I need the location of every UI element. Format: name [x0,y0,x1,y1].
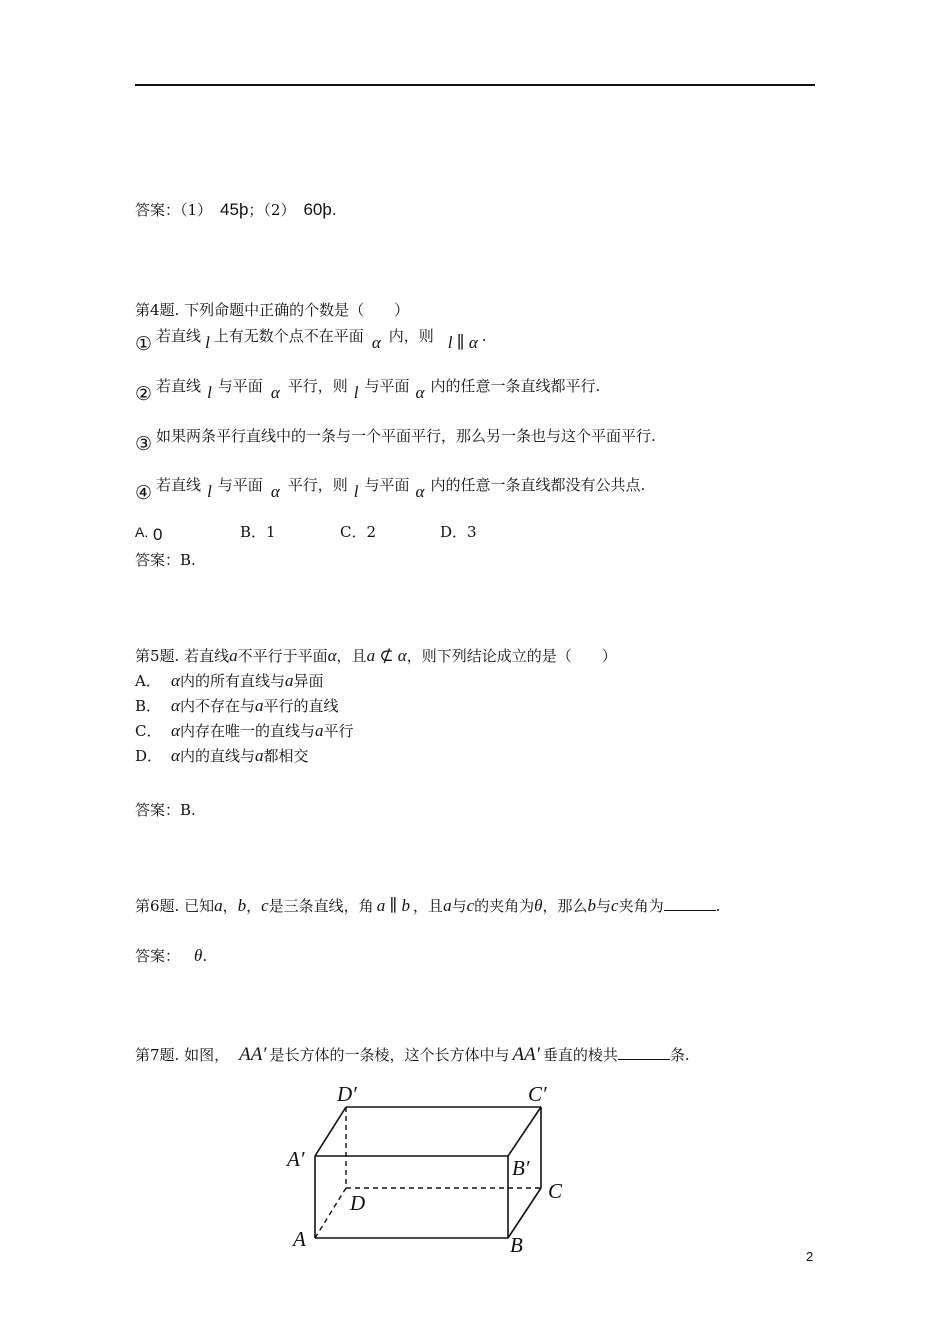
math-alpha: α [415,482,425,501]
text: 第5题. 若直线 [135,647,230,665]
label-b: B [510,1233,523,1257]
text: 与 [451,897,467,915]
text: 平行 [323,722,354,740]
text: 与平面 [217,377,263,395]
option-a-value: 0 [153,525,163,544]
math-alpha: α [171,671,180,690]
q5-answer: 答案：B. [135,801,196,819]
math-c: c [261,896,269,915]
math-b: b [237,896,247,915]
label-c: C [548,1179,563,1203]
math-theta: θ [534,896,543,915]
text: 若直线 [156,476,202,494]
math-alpha: α [171,696,180,715]
label-d1: D′ [337,1082,357,1106]
text: 条. [669,1046,690,1064]
item-number: ② [135,383,153,405]
math-alpha: α [270,482,280,501]
label-a1: A′ [287,1147,305,1171]
math-relation: a ∥ b [376,896,411,915]
text: 内的直线与 [179,747,255,765]
answer-prefix: 答案： [135,947,181,965]
math-relation: l ∥ α [447,333,478,352]
option-label: C． [135,722,162,740]
item-number: ④ [135,482,153,504]
math-a: a [443,896,452,915]
text: 内的任意一条直线都没有公共点. [430,476,646,494]
text: 内，则 [388,327,434,345]
math-a: a [254,696,264,715]
math-edge: AA′ [239,1044,267,1065]
q4-answer: 答案：B. [135,551,196,569]
math-c: c [611,896,619,915]
math-a: a [254,746,264,765]
option-d: D．3 [440,523,477,541]
text: 是长方体的一条棱，这个长方体中与 [269,1046,510,1064]
answer-value-2: 60þ [303,200,332,219]
text: 与平面 [364,476,410,494]
text: 都相交 [263,747,309,765]
text: 若直线 [156,377,202,395]
text: 第7题. 如图， [135,1046,230,1064]
edge-ad-hidden [315,1188,346,1238]
option-label: A． [135,672,161,690]
text: ， [222,897,238,915]
text: 如果两条平行直线中的一条与一个平面平行，那么另一条也与这个平面平行. [156,427,656,445]
text: 垂直的棱共 [542,1046,618,1064]
math-relation: a ⊄ α [366,646,407,665]
math-a: a [284,671,294,690]
math-l: l [207,383,212,402]
text: ，那么 [542,897,588,915]
item-number: ③ [135,433,153,455]
text: ，且 [336,647,367,665]
label-a: A [293,1227,306,1251]
label-c1: C′ [528,1082,547,1106]
math-theta: θ [194,946,203,965]
text: ，则下列结论成立的是（ ） [406,647,617,665]
math-alpha: α [327,646,337,665]
text: 是三条直线，角 [268,897,374,915]
option-label: D． [135,747,163,765]
text: 内不存在与 [179,697,255,715]
math-l: l [205,333,210,352]
option-label: B． [135,697,162,715]
math-alpha: α [415,383,425,402]
item-number: ① [135,333,153,355]
math-a: a [229,646,238,665]
text: . [202,947,208,965]
answer-prefix: 答案：（1） [135,201,213,219]
math-c: c [466,896,475,915]
answer-value-1: 45þ [220,200,249,219]
math-alpha: α [270,383,280,402]
answer-end: . [331,201,337,219]
text: 平行，则 [287,377,348,395]
text: 平行的直线 [263,697,339,715]
math-alpha: α [171,721,180,740]
label-b1: B′ [512,1156,530,1180]
answer-separator: ；（2） [248,201,296,219]
text: 第6题. 已知 [135,897,215,915]
text: 异面 [293,672,324,690]
option-c: C．2 [340,523,377,541]
option-a-label: A. [135,524,149,540]
math-alpha: α [171,746,180,765]
edge-bc [508,1188,541,1238]
text: 与 [596,897,612,915]
edge-a1d1 [315,1107,346,1156]
text: 内存在唯一的直线与 [179,722,315,740]
math-l: l [353,383,359,402]
q4-stem: 第4题. 下列命题中正确的个数是（ ） [135,301,410,319]
text: 的夹角为 [474,897,535,915]
page-number: 2 [806,1249,814,1264]
text: 上有无数个点不在平面 [213,327,364,345]
option-b: B．1 [240,523,276,541]
math-a: a [314,721,324,740]
text: ，且 [413,897,444,915]
text: 内的任意一条直线都平行. [430,377,601,395]
text: 与平面 [364,377,410,395]
text: 平行，则 [287,476,348,494]
text: 夹角为 [618,897,664,915]
math-b: b [587,896,597,915]
math-a: a [214,896,223,915]
math-edge: AA′ [512,1044,540,1065]
label-d: D [350,1191,366,1215]
text: . [481,327,487,345]
text: . [715,897,721,915]
edge-b1c1 [508,1107,541,1156]
math-l: l [353,482,359,501]
text: 若直线 [156,327,202,345]
math-alpha: α [371,333,381,352]
text: 不平行于平面 [237,647,328,665]
text: ， [246,897,262,915]
math-l: l [207,482,212,501]
text: 内的所有直线与 [179,672,285,690]
text: 与平面 [217,476,263,494]
